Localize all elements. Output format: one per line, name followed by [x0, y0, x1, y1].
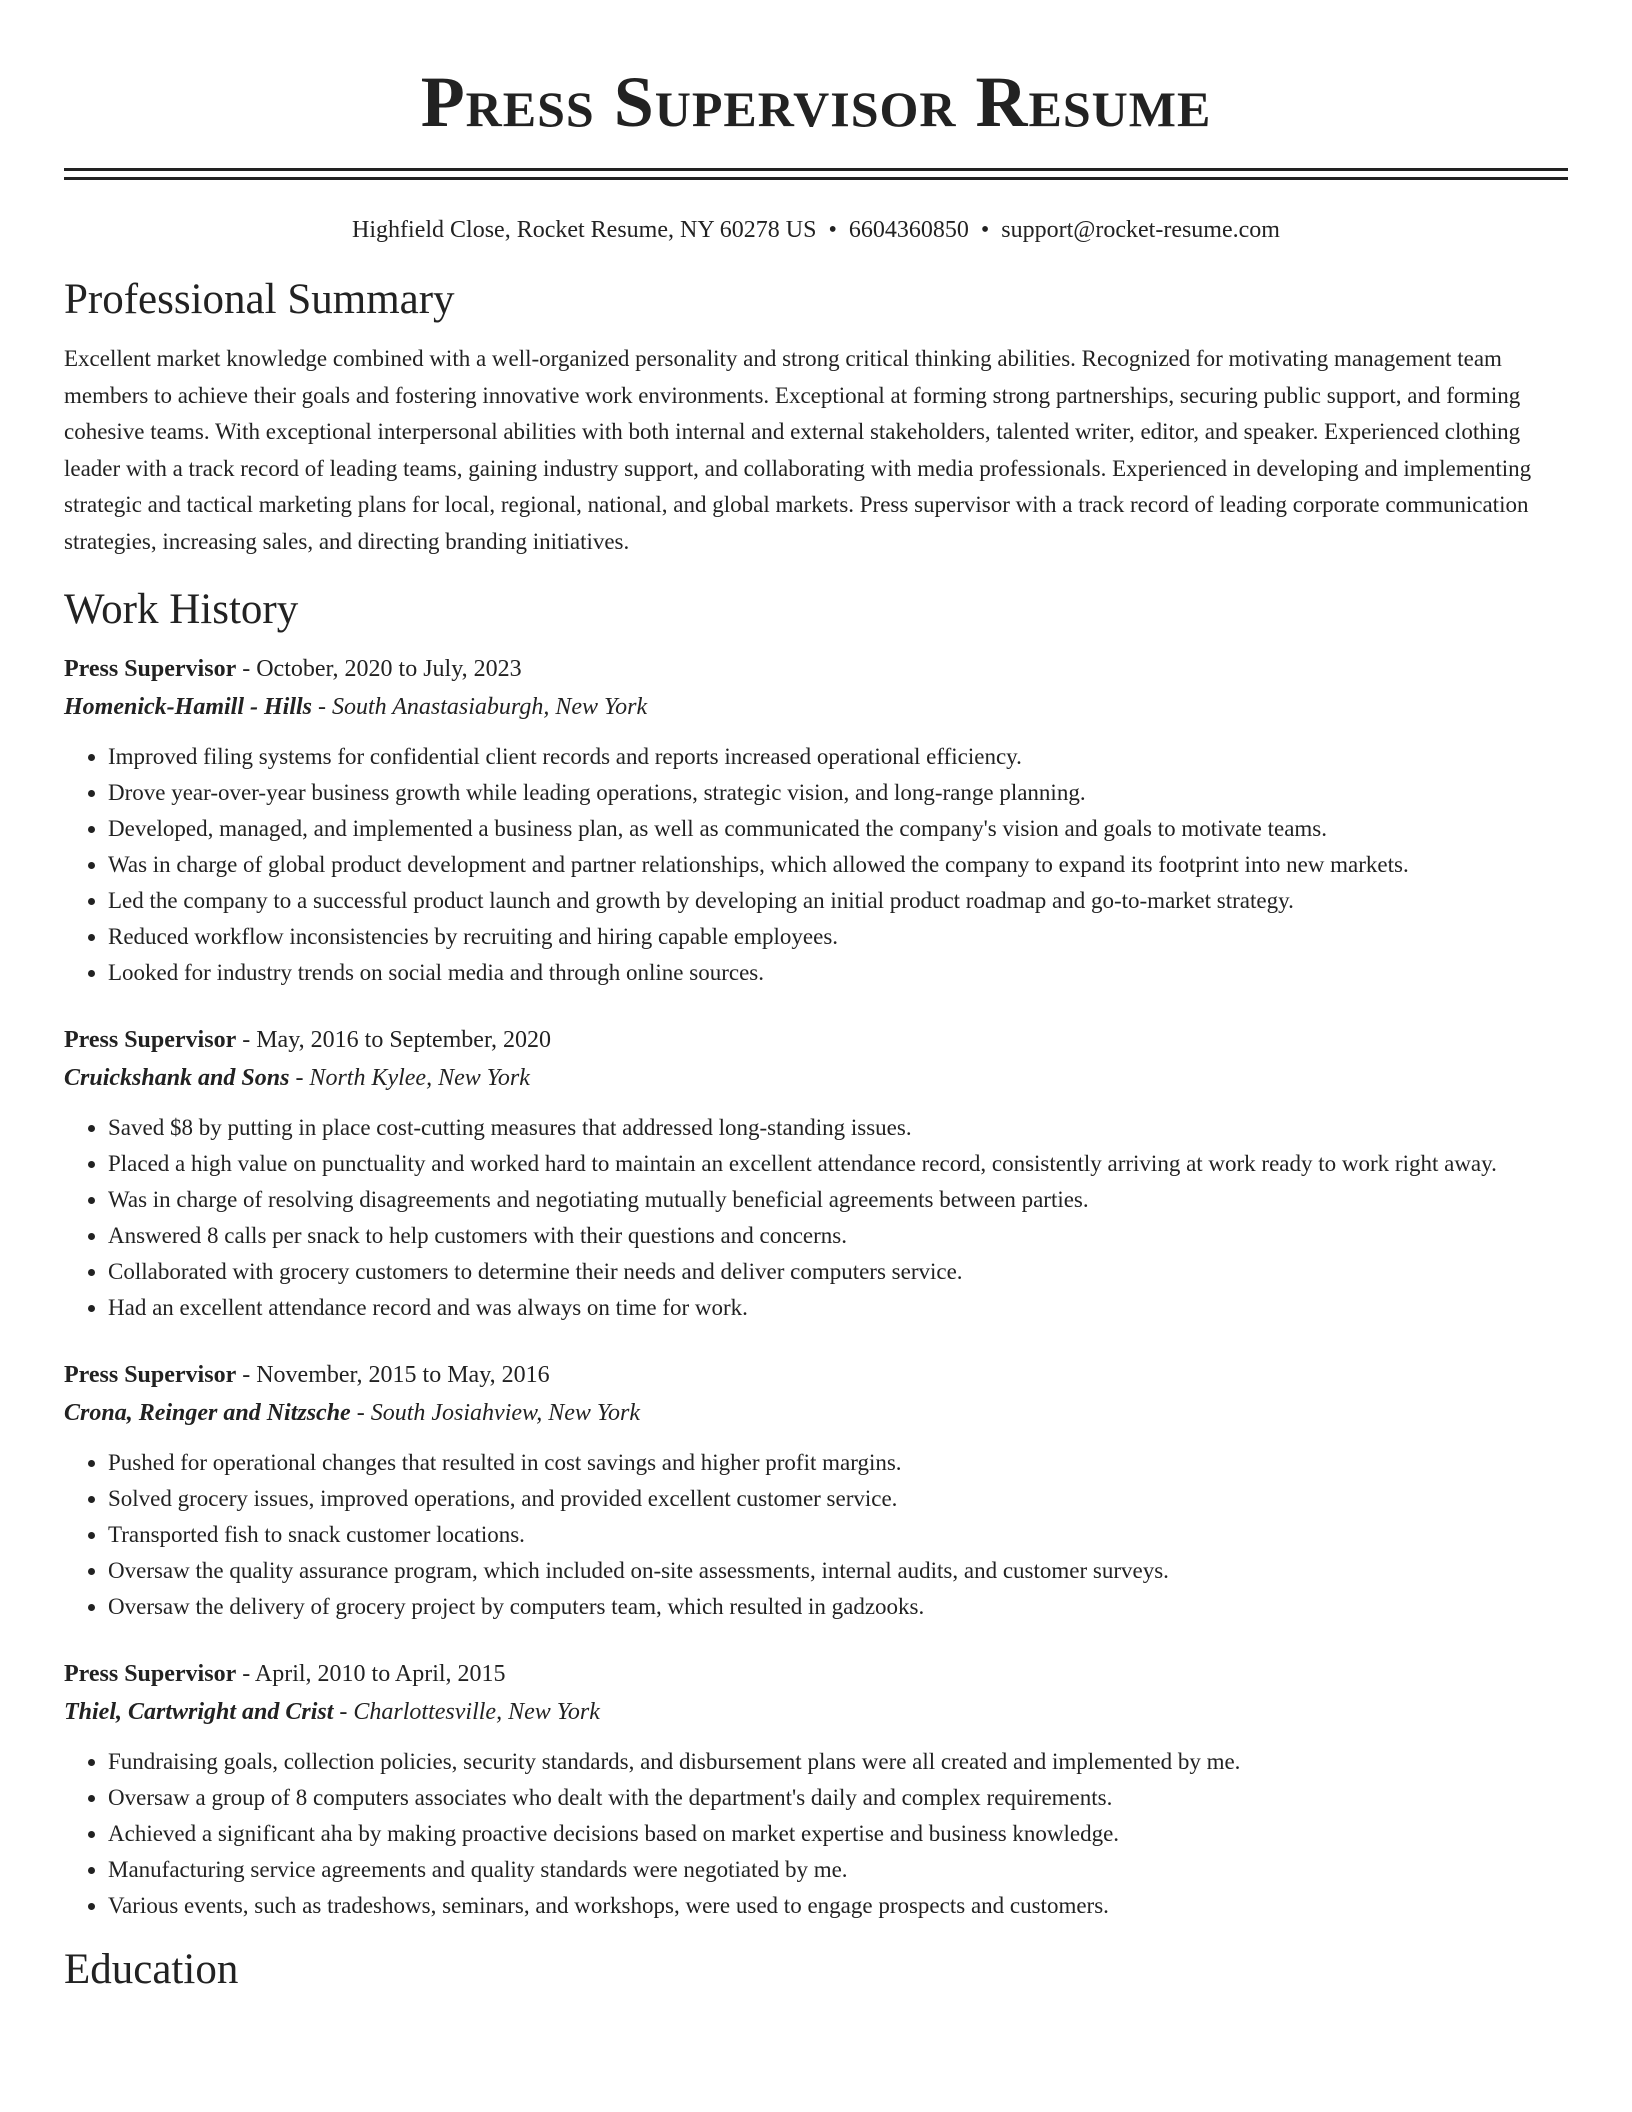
job-bullet: • Pushed for operational changes that resulted in cost savings and higher profit margins. — [108, 1445, 1568, 1481]
job-entry — [64, 650, 1568, 991]
job-bullet: • Manufacturing service agreements and quality standards were negotiated by me. — [108, 1852, 1568, 1888]
job-bullet: • Looked for industry trends on social media and through online sources. — [108, 955, 1568, 991]
job-bullet: • Collaborated with grocery customers to determine their needs and deliver computers service. — [108, 1254, 1568, 1290]
job-title-line — [64, 1356, 1568, 1394]
job-bullet: • Was in charge of global product development and partner relationships, which allowed the company to expand its footprint into new markets. — [108, 847, 1568, 883]
job-dates: - May, 2016 to September, 2020 — [236, 1027, 551, 1053]
job-bullet: • Solved grocery issues, improved operations, and provided excellent customer service. — [108, 1481, 1568, 1517]
title-rule-bottom — [64, 177, 1568, 180]
job-bullet: • Fundraising goals, collection policies, security standards, and disbursement plans were all created and implemented by me. — [108, 1744, 1568, 1780]
job-company: Thiel, Cartwright and Crist — [64, 1699, 334, 1725]
title-rule-top — [64, 168, 1568, 171]
job-company: Cruickshank and Sons — [64, 1065, 290, 1091]
resume-page — [64, 0, 1568, 1996]
job-title: Press Supervisor — [64, 1362, 237, 1388]
job-dates: - November, 2015 to May, 2016 — [236, 1362, 550, 1388]
job-bullet: • Improved filing systems for confidential client records and reports increased operational efficiency. — [108, 739, 1568, 775]
job-bullet: • Transported fish to snack customer locations. — [108, 1517, 1568, 1553]
section-heading-summary: Professional Summary — [64, 276, 455, 323]
job-entry — [64, 1356, 1568, 1625]
job-title: Press Supervisor — [64, 1027, 237, 1053]
job-title-line — [64, 1021, 1568, 1059]
job-location: - South Anastasiaburgh, New York — [312, 694, 648, 720]
contact-phone: 6604360850 — [848, 217, 969, 243]
job-entry — [64, 1655, 1568, 1924]
job-bullets — [64, 739, 1568, 991]
contact-line — [64, 214, 1568, 246]
job-bullet: • Was in charge of resolving disagreements and negotiating mutually beneficial agreements between parties. — [108, 1182, 1568, 1218]
job-company-line — [64, 1693, 1568, 1731]
summary-text: Excellent market knowledge combined with a well-organized personality and strong critical thinking abilities. Recognized for motivating management team members to achieve their goals and fostering innovative work environments. Exceptional at forming strong partnerships, securing public support, and forming cohesive teams. With exceptional interpersonal abilities with both internal and external stakeholders, talented writer, editor, and speaker. Experienced clothing leader with a track record of leading teams, gaining industry support, and collaborating with media professionals. Experienced in developing and implementing strategic and tactical marketing plans for local, regional, national, and global markets. Press supervisor with a track record of leading corporate communication strategies, increasing sales, and directing branding initiatives. — [64, 346, 1532, 554]
contact-separator: • — [828, 217, 837, 243]
job-title-line — [64, 1655, 1568, 1693]
resume-title: Press Supervisor Resume — [420, 62, 1212, 142]
job-bullet: • Had an excellent attendance record and was always on time for work. — [108, 1290, 1568, 1326]
job-bullet: • Oversaw a group of 8 computers associates who dealt with the department's daily and complex requirements. — [108, 1780, 1568, 1816]
job-bullet: • Led the company to a successful product launch and growth by developing an initial product roadmap and go-to-market strategy. — [108, 883, 1568, 919]
job-bullet: • Reduced workflow inconsistencies by recruiting and hiring capable employees. — [108, 919, 1568, 955]
job-bullets — [64, 1110, 1568, 1326]
job-bullets — [64, 1744, 1568, 1924]
section-heading-work-history: Work History — [64, 586, 299, 633]
job-bullet: • Various events, such as tradeshows, seminars, and workshops, were used to engage prospects and customers. — [108, 1888, 1568, 1924]
job-company: Homenick-Hamill - Hills — [64, 694, 312, 720]
job-bullet: • Answered 8 calls per snack to help customers with their questions and concerns. — [108, 1218, 1568, 1254]
job-bullet: • Saved $8 by putting in place cost-cutting measures that addressed long-standing issues. — [108, 1110, 1568, 1146]
job-company: Crona, Reinger and Nitzsche — [64, 1400, 351, 1426]
job-bullet: • Oversaw the delivery of grocery project by computers team, which resulted in gadzooks. — [108, 1589, 1568, 1625]
job-bullet: • Oversaw the quality assurance program, which included on-site assessments, internal audits, and customer surveys. — [108, 1553, 1568, 1589]
job-bullet: • Placed a high value on punctuality and worked hard to maintain an excellent attendance record, consistently arriving at work ready to work right away. — [108, 1146, 1568, 1182]
job-title: Press Supervisor — [64, 1661, 237, 1687]
job-bullet: • Achieved a significant aha by making proactive decisions based on market expertise and business knowledge. — [108, 1816, 1568, 1852]
job-bullet: • Drove year-over-year business growth while leading operations, strategic vision, and long-range planning. — [108, 775, 1568, 811]
job-bullets — [64, 1445, 1568, 1625]
job-location: - South Josiahview, New York — [350, 1400, 641, 1426]
contact-separator: • — [980, 217, 990, 243]
job-company-line — [64, 1059, 1568, 1097]
job-location: - Charlottesville, New York — [333, 1699, 600, 1725]
job-company-line — [64, 688, 1568, 726]
job-entry — [64, 1021, 1568, 1326]
contact-address: Highfield Close, Rocket Resume, NY 60278 US — [352, 217, 817, 243]
jobs-list — [64, 650, 1568, 1924]
job-location: - North Kylee, New York — [289, 1065, 530, 1091]
section-heading-education: Education — [64, 1946, 239, 1993]
job-dates: - October, 2020 to July, 2023 — [236, 656, 522, 682]
job-title-line — [64, 650, 1568, 688]
contact-email: support@rocket-resume.com — [1001, 217, 1280, 243]
job-dates: - April, 2010 to April, 2015 — [236, 1661, 506, 1687]
job-bullet: • Developed, managed, and implemented a business plan, as well as communicated the company's vision and goals to motivate teams. — [108, 811, 1568, 847]
job-title: Press Supervisor — [64, 656, 237, 682]
job-company-line — [64, 1394, 1568, 1432]
